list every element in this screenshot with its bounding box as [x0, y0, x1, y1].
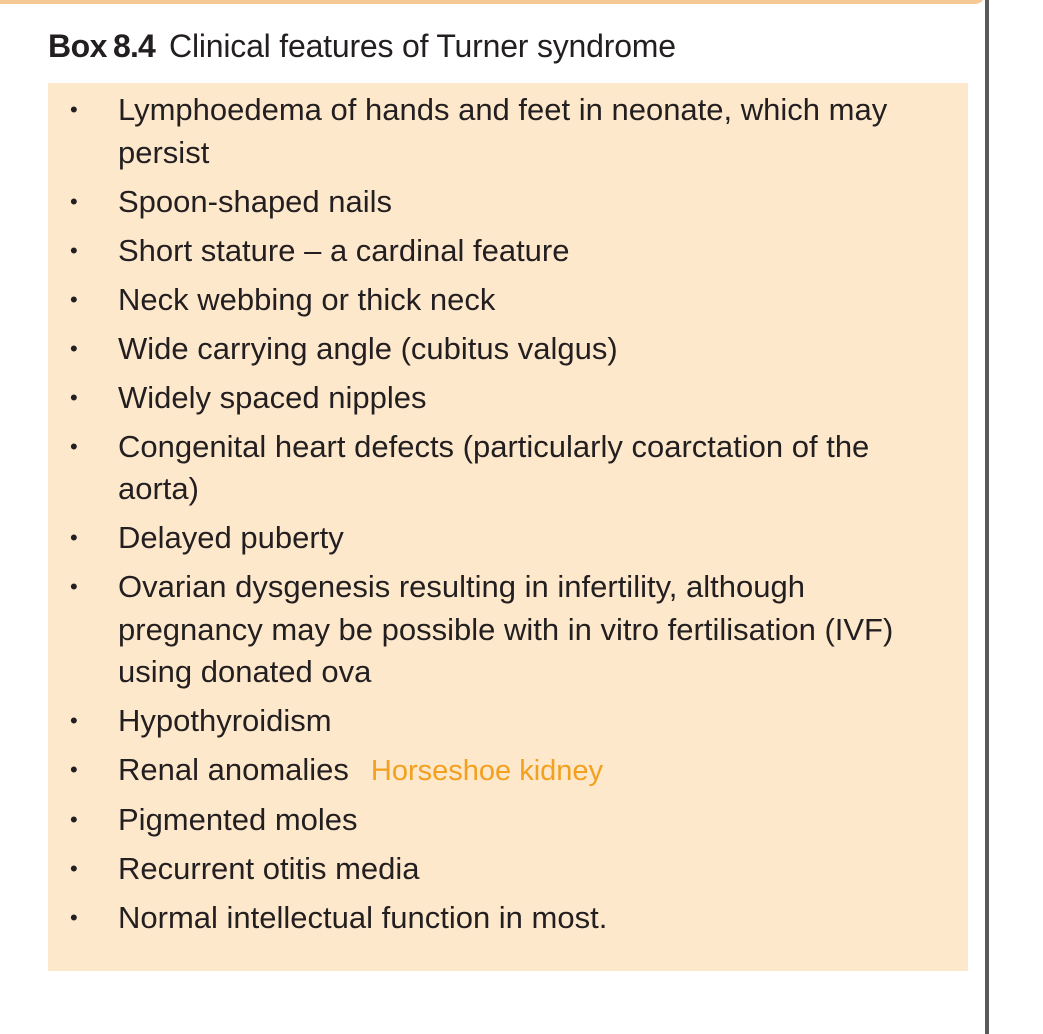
bullet-icon: •: [70, 525, 78, 550]
features-panel: [48, 83, 968, 971]
bullet-icon: •: [70, 574, 78, 599]
list-item: [48, 181, 968, 224]
bullet-icon: •: [70, 335, 78, 361]
bullet-icon: •: [70, 97, 78, 122]
list-item: [48, 566, 968, 694]
feature-text: Recurrent otitis media: [118, 851, 420, 886]
feature-list: [48, 89, 968, 946]
list-item: [48, 897, 968, 940]
feature-text: Delayed puberty: [118, 520, 344, 555]
bullet-icon: •: [70, 384, 78, 410]
feature-text: Wide carrying angle (cubitus valgus): [118, 330, 618, 366]
list-item: [48, 377, 968, 420]
list-item: [48, 848, 968, 891]
bullet-icon: •: [70, 237, 78, 263]
feature-text: Lymphoedema of hands and feet in neonate, which may persist: [118, 92, 888, 170]
feature-text: Congenital heart defects (particularly coarctation of the aorta): [118, 428, 870, 506]
feature-text: Neck webbing or thick neck: [118, 281, 496, 317]
feature-text: Short stature – a cardinal feature: [118, 232, 570, 268]
box-number: 8.4: [112, 28, 156, 64]
box-label: Box: [48, 28, 107, 64]
list-item: [48, 426, 968, 511]
bullet-icon: •: [70, 188, 78, 214]
feature-text: Renal anomalies: [118, 752, 349, 787]
box-title: [48, 26, 676, 66]
feature-text: Ovarian dysgenesis resulting in infertility, although pregnancy may be possible with in vitro fertilisation (IVF) using donated ova: [118, 569, 894, 689]
feature-text: Widely spaced nipples: [118, 379, 427, 415]
bullet-icon: •: [70, 905, 78, 930]
list-item: [48, 230, 968, 273]
list-item: [48, 328, 968, 371]
feature-text: Spoon-shaped nails: [118, 183, 393, 219]
bullet-icon: •: [70, 286, 78, 312]
list-item: [48, 799, 968, 842]
handwritten-annotation: Horseshoe kidney: [370, 755, 604, 787]
bullet-icon: •: [70, 708, 78, 733]
top-rule: [0, 0, 985, 4]
list-item: [48, 279, 968, 322]
bullet-icon: •: [70, 433, 78, 459]
box-heading: Clinical features of Turner syndrome: [169, 28, 676, 64]
right-edge-rule: [985, 0, 989, 1034]
list-item: [48, 89, 968, 174]
list-item: [48, 517, 968, 560]
list-item: [48, 700, 968, 743]
list-item: [48, 749, 968, 793]
feature-text: Hypothyroidism: [118, 703, 332, 738]
bullet-icon: •: [70, 807, 78, 832]
bullet-icon: •: [70, 757, 78, 782]
bullet-icon: •: [70, 856, 78, 881]
feature-text: Normal intellectual function in most.: [118, 900, 608, 935]
feature-text: Pigmented moles: [118, 802, 358, 837]
